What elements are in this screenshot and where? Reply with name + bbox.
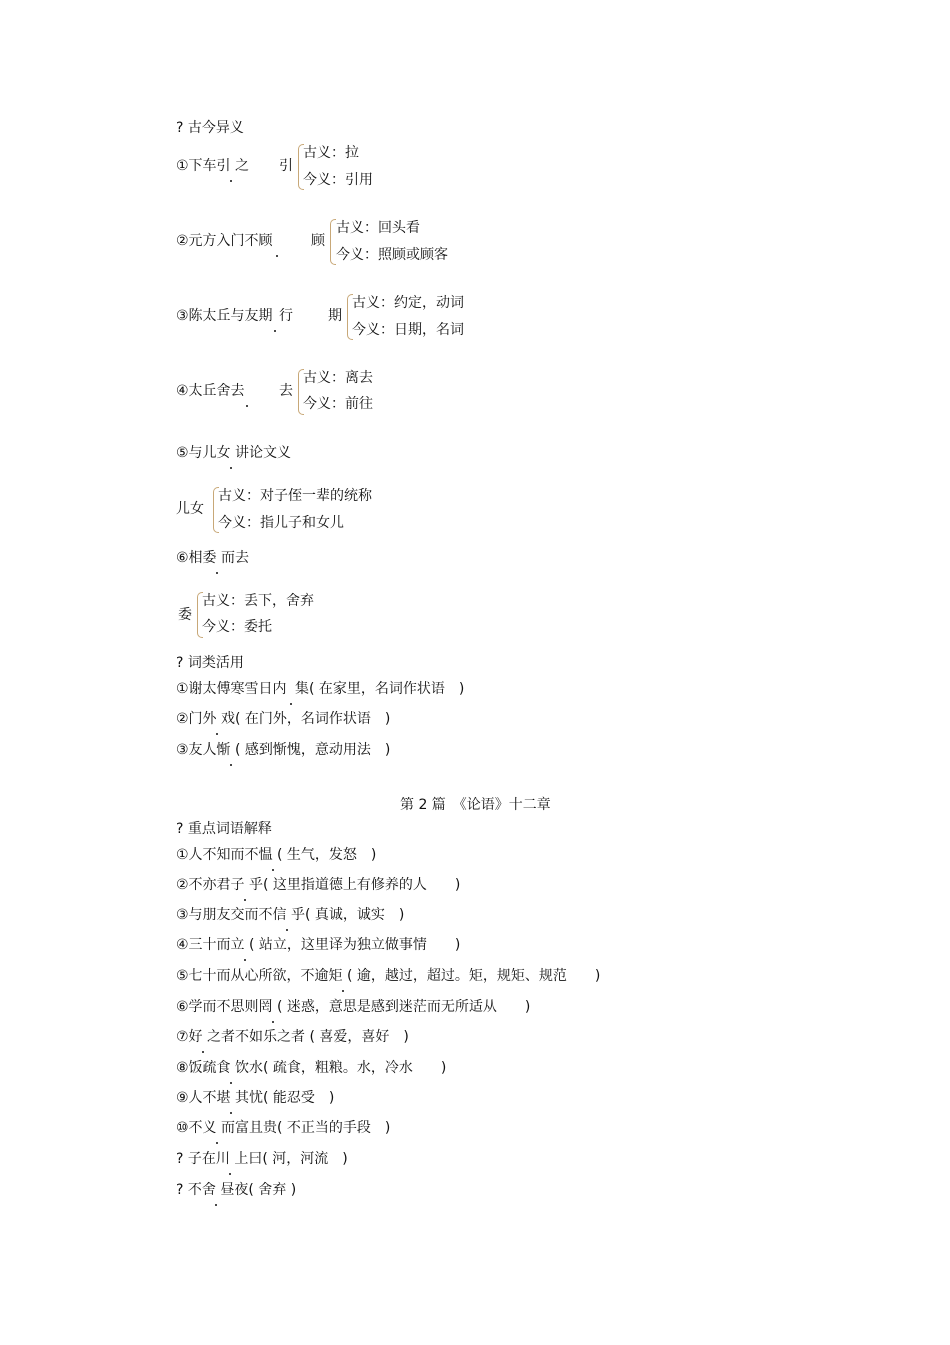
item-text-a: ①人不知而不愠 (176, 847, 273, 863)
entry-3-key: 期 (328, 308, 342, 324)
entry-6-phrase-b: 而去 (221, 550, 250, 566)
list-item (176, 846, 376, 864)
item-gloss: ( 这里指道德上有修养的人 ) (263, 877, 461, 893)
entry-2-key: 顾 (311, 233, 325, 249)
entry-3-phrase-b: 行 (279, 308, 294, 324)
entry-1-text (176, 157, 249, 175)
list-item (176, 906, 404, 924)
item-text-a: ⑧饭疏食 (176, 1060, 231, 1076)
entry-4-key: 去 (279, 383, 293, 399)
list-item (176, 998, 530, 1016)
entry-5-text (176, 444, 291, 462)
entry-3-new: 今义：日期，名词 (352, 322, 464, 338)
chapter-title: 第 2 篇 《论语》十二章 (400, 797, 551, 813)
list-item (176, 741, 390, 759)
item-text-b: 昼夜 (220, 1182, 249, 1198)
entry-5-new: 今义：指儿子和女儿 (218, 515, 344, 531)
item-gloss: ( 舍弃 ) (248, 1182, 297, 1198)
entry-6-text (176, 549, 249, 567)
list-item (176, 1181, 296, 1199)
entry-1-key: 引 (279, 158, 293, 174)
entry-3-old: 古义：约定，动词 (352, 295, 464, 311)
entry-3-text (176, 307, 293, 325)
item-gloss: ( 真诚，诚实 ) (305, 907, 405, 923)
entry-3-phrase: ③陈太丘与友期 (176, 308, 273, 324)
list-item (176, 1059, 446, 1077)
item-text-b: 之者不如乐之者 (207, 1029, 306, 1045)
item-text-a: ⑨人不堪 (176, 1090, 231, 1106)
entry-1-new: 今义：引用 (303, 172, 373, 188)
item-gloss: ( 站立，这里译为独立做事情 ) (249, 937, 461, 953)
list-item (176, 1150, 348, 1168)
item-text-a: ②不亦君子 (176, 877, 245, 893)
item-text-a: ③友人惭 (176, 742, 231, 758)
entry-6-phrase: ⑥相委 (176, 550, 217, 566)
item-gloss: ( 喜爱，喜好 ) (309, 1029, 409, 1045)
item-gloss: ( 感到惭愧，意动用法 ) (235, 742, 391, 758)
entry-4-phrase: ④太丘舍去 (176, 383, 245, 399)
entry-2-phrase: ②元方入门不顾 (176, 233, 273, 249)
item-text-a: ①谢太傅寒雪日内 (176, 681, 287, 697)
entry-1-old: 古义：拉 (303, 145, 359, 161)
item-gloss: ( 迷惑，意思是感到迷茫而无所适从 ) (277, 999, 531, 1015)
item-gloss: ( 河，河流 ) (262, 1151, 348, 1167)
item-gloss: ( 在门外，名词作状语 ) (235, 711, 391, 727)
item-text-b: 乎 (291, 907, 306, 923)
item-text-a: ②门外 (176, 711, 217, 727)
section-heading-cilei: ? 词类活用 (176, 655, 244, 671)
item-text-b: 上曰 (234, 1151, 263, 1167)
list-item (176, 967, 600, 985)
entry-1-phrase-b: 之 (235, 158, 250, 174)
entry-4-text (176, 382, 247, 400)
item-gloss: ( 生气，发怒 ) (277, 847, 377, 863)
entry-2-new: 今义：照顾或顾客 (336, 247, 448, 263)
entry-1-phrase: ①下车引 (176, 158, 231, 174)
item-text-b: 乎 (249, 877, 264, 893)
list-item (176, 876, 460, 894)
section-heading-gujin: ? 古今异义 (176, 120, 244, 136)
item-text-a: ③与朋友交而不信 (176, 907, 287, 923)
item-text-b: 戏 (221, 711, 236, 727)
section-heading-zhongdian: ? 重点词语解释 (176, 821, 272, 837)
item-text-a: ⑦好 (176, 1029, 203, 1045)
item-text-b: 饮水 (235, 1060, 264, 1076)
item-gloss: ( 在家里，名词作状语 ) (309, 681, 465, 697)
item-text-b: 而富且贵 (221, 1120, 278, 1136)
entry-2-old: 古义：回头看 (336, 220, 420, 236)
list-item (176, 936, 460, 954)
item-text-a: ④三十而立 (176, 937, 245, 953)
item-gloss: ( 能忍受 ) (263, 1090, 335, 1106)
item-text-b: 集 (295, 681, 310, 697)
entry-6-new: 今义：委托 (202, 619, 272, 635)
list-item (176, 1028, 409, 1046)
entry-6-old: 古义：丢下，舍弃 (202, 593, 314, 609)
list-item (176, 710, 390, 728)
entry-5-phrase-b: 讲论文义 (235, 445, 292, 461)
item-gloss: ( 不正当的手段 ) (277, 1120, 391, 1136)
item-text-b: 其忧 (235, 1090, 264, 1106)
item-text-a: ⑥学而不思则罔 (176, 999, 273, 1015)
item-gloss: ( 逾，越过，超过。矩，规矩、规范 ) (347, 968, 601, 984)
entry-5-phrase: ⑤与儿女 (176, 445, 231, 461)
entry-5-old: 古义：对子侄一辈的统称 (218, 488, 372, 504)
item-text-a: ? 不舍 (176, 1182, 216, 1198)
entry-4-old: 古义：离去 (303, 370, 373, 386)
entry-5-key: 儿女 (176, 501, 204, 517)
list-item (176, 1119, 390, 1137)
entry-6-key: 委 (178, 607, 192, 623)
entry-2-text (176, 232, 277, 250)
item-text-a: ⑤七十而从心所欲，不逾矩 (176, 968, 343, 984)
item-gloss: ( 疏食，粗粮。水，冷水 ) (263, 1060, 447, 1076)
list-item (176, 680, 464, 698)
entry-4-new: 今义：前往 (303, 396, 373, 412)
list-item (176, 1089, 334, 1107)
item-text-a: ⑩不义 (176, 1120, 217, 1136)
item-text-a: ? 子在川 (176, 1151, 230, 1167)
